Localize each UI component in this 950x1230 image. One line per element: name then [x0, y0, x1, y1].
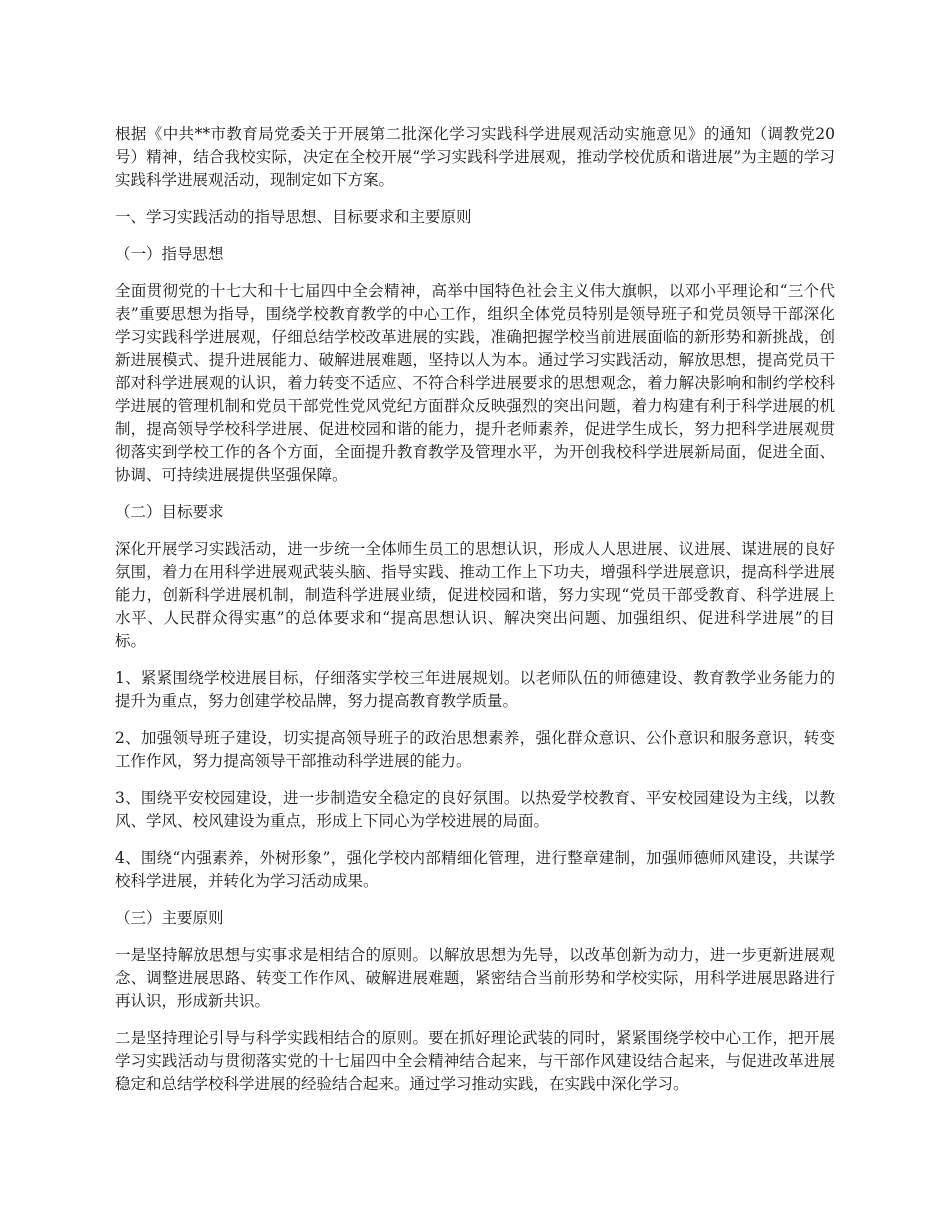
goal-item-2: 2、加强领导班子建设，切实提高领导班子的政治思想素养，强化群众意识、公仆意识和服务意识，转变工作作风，努力提高领导干部推动科学进展的能力。 — [115, 729, 835, 770]
subsection-heading-principles: （三）主要原则 — [115, 909, 224, 927]
goal-item-4: 4、围绕“内强素养，外树形象”，强化学校内部精细化管理，进行整章建制，加强师德师风建设，共谋学校科学进展，并转化为学习活动成果。 — [115, 849, 835, 890]
goal-item-3: 3、围绕平安校园建设，进一步制造安全稳定的良好氛围。以热爱学校教育、平安校园建设为主线，以教风、学风、校风建设为重点，形成上下同心为学校进展的局面。 — [115, 789, 835, 830]
subsection-heading-goals: （二）目标要求 — [115, 503, 224, 521]
goal-item-1: 1、紧紧围绕学校进展目标，仔细落实学校三年进展规划。以老师队伍的师德建设、教育教学业务能力的提升为重点，努力创建学校品牌，努力提高教育教学质量。 — [115, 669, 835, 710]
intro-paragraph: 根据《中共**市教育局党委关于开展第二批深化学习实践科学进展观活动实施意见》的通知（调教党20号）精神，结合我校实际，决定在全校开展“学习实践科学进展观，推动学校优质和谐进展”为主题的学习实践科学进展观活动，现制定如下方案。 — [115, 125, 835, 189]
goals-paragraph: 深化开展学习实践活动，进一步统一全体师生员工的思想认识，形成人人思进展、议进展、谋进展的良好氛围，着力在用科学进展观武装头脑、指导实践、推动工作上下功夫，增强科学进展意识，提高科学进展能力，创新科学进展机制，制造科学进展业绩，促进校园和谐，努力实现“党员干部受教育、科学进展上水平、人民群众得实惠”的总体要求和“提高思想认识、解决突出问题、加强组织、促进科学进展”的目标。 — [115, 540, 835, 650]
section-heading-1: 一、学习实践活动的指导思想、目标要求和主要原则 — [115, 208, 472, 226]
subsection-heading-guiding-ideology: （一）指导思想 — [115, 245, 224, 263]
document-body — [115, 123, 835, 1110]
principle-paragraph-1: 一是坚持解放思想与实事求是相结合的原则。以解放思想为先导，以改革创新为动力，进一步更新进展观念、调整进展思路、转变工作作风、破解进展难题，紧密结合当前形势和学校实际，用科学进展思路进行再认识，形成新共识。 — [115, 946, 835, 1010]
guiding-ideology-paragraph: 全面贯彻党的十七大和十七届四中全会精神，高举中国特色社会主义伟大旗帜，以邓小平理论和“三个代表”重要思想为指导，围绕学校教育教学的中心工作，组织全体党员特别是领导班子和党员领导干部深化学习实践科学进展观，仔细总结学校改革进展的实践，准确把握学校当前进展面临的新形势和新挑战，创新进展模式、提升进展能力、破解进展难题，坚持以人为本。通过学习实践活动，解放思想，提高党员干部对科学进展观的认识，着力转变不适应、不符合科学进展要求的思想观念，着力解决影响和制约学校科学进展的管理机制和党员干部党性党风党纪方面群众反映强烈的突出问题，着力构建有利于科学进展的机制，提高领导学校科学进展、促进校园和谐的能力，提升老师素养，促进学生成长，努力把科学进展观贯彻落实到学校工作的各个方面，全面提升教育教学及管理水平，为开创我校科学进展新局面，促进全面、协调、可持续进展提供坚强保障。 — [115, 282, 835, 484]
principle-paragraph-2: 二是坚持理论引导与科学实践相结合的原则。要在抓好理论武装的同时，紧紧围绕学校中心工作，把开展学习实践活动与贯彻落实党的十七届四中全会精神结合起来，与干部作风建设结合起来，与促进改革进展稳定和总结学校科学进展的经验结合起来。通过学习推动实践，在实践中深化学习。 — [115, 1029, 835, 1093]
